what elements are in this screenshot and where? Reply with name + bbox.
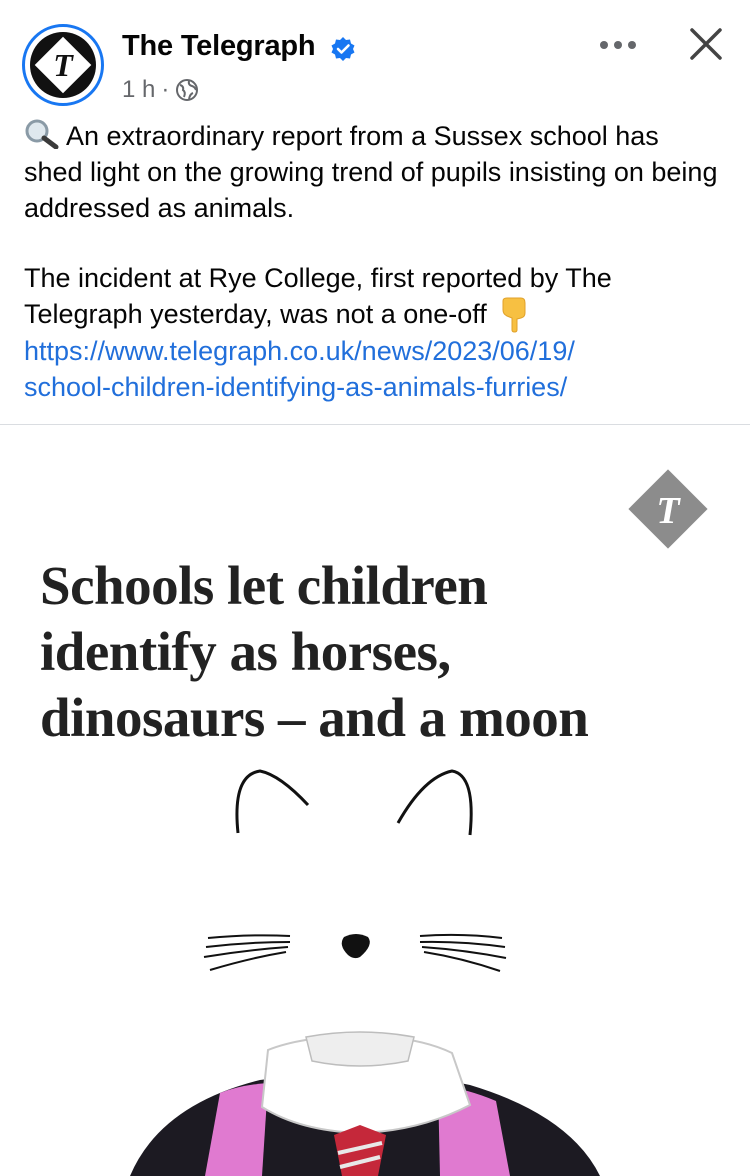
post-paragraph-2 (24, 260, 724, 333)
more-options-icon[interactable] (600, 30, 636, 60)
pointing-down-emoji (499, 297, 527, 333)
more-dot (628, 41, 636, 49)
post-header (0, 0, 750, 112)
magnifying-glass-emoji (24, 119, 60, 149)
cat-ear-right (398, 771, 471, 835)
page-name[interactable]: The Telegraph (122, 30, 316, 62)
cat-whiskers-right (420, 935, 506, 971)
headline-line-2: identify as horses, (40, 621, 451, 682)
cat-nose (342, 934, 370, 958)
cat-ear-left (237, 771, 308, 833)
article-link-line-1: https://www.telegraph.co.uk/news/2023/06/19/ (24, 336, 575, 366)
article-link[interactable] (24, 333, 724, 405)
image-logo-letter: T (656, 490, 680, 532)
more-dot (614, 41, 622, 49)
uniform (130, 1032, 600, 1176)
globe-icon[interactable] (175, 78, 199, 102)
cat-illustration (0, 425, 750, 1176)
verified-badge-icon (330, 36, 356, 62)
paragraph-2-text: The incident at Rye College, first reported by The Telegraph yesterday, was not a one-off (24, 263, 612, 329)
post-time[interactable]: 1 h (122, 76, 156, 103)
post-image[interactable] (0, 425, 750, 1176)
close-icon[interactable] (686, 24, 726, 64)
cat-whiskers-left (204, 935, 290, 970)
headline-line-3: dinosaurs – and a moon (40, 687, 589, 748)
page-avatar[interactable] (22, 24, 104, 106)
avatar-letter: T (53, 47, 73, 83)
paragraph-gap (24, 226, 724, 260)
paragraph-1-text: An extraordinary report from a Sussex school has shed light on the growing trend of pupils insisting on being addressed as animals. (24, 121, 718, 223)
post-paragraph-1 (24, 118, 724, 226)
headline-line-1: Schools let children (40, 555, 488, 616)
post-text (24, 118, 724, 405)
post-meta (122, 76, 199, 104)
more-dot (600, 41, 608, 49)
article-link-line-2: school-children-identifying-as-animals-furries/ (24, 372, 568, 402)
meta-separator: · (161, 76, 170, 103)
telegraph-logo-icon (28, 30, 98, 100)
